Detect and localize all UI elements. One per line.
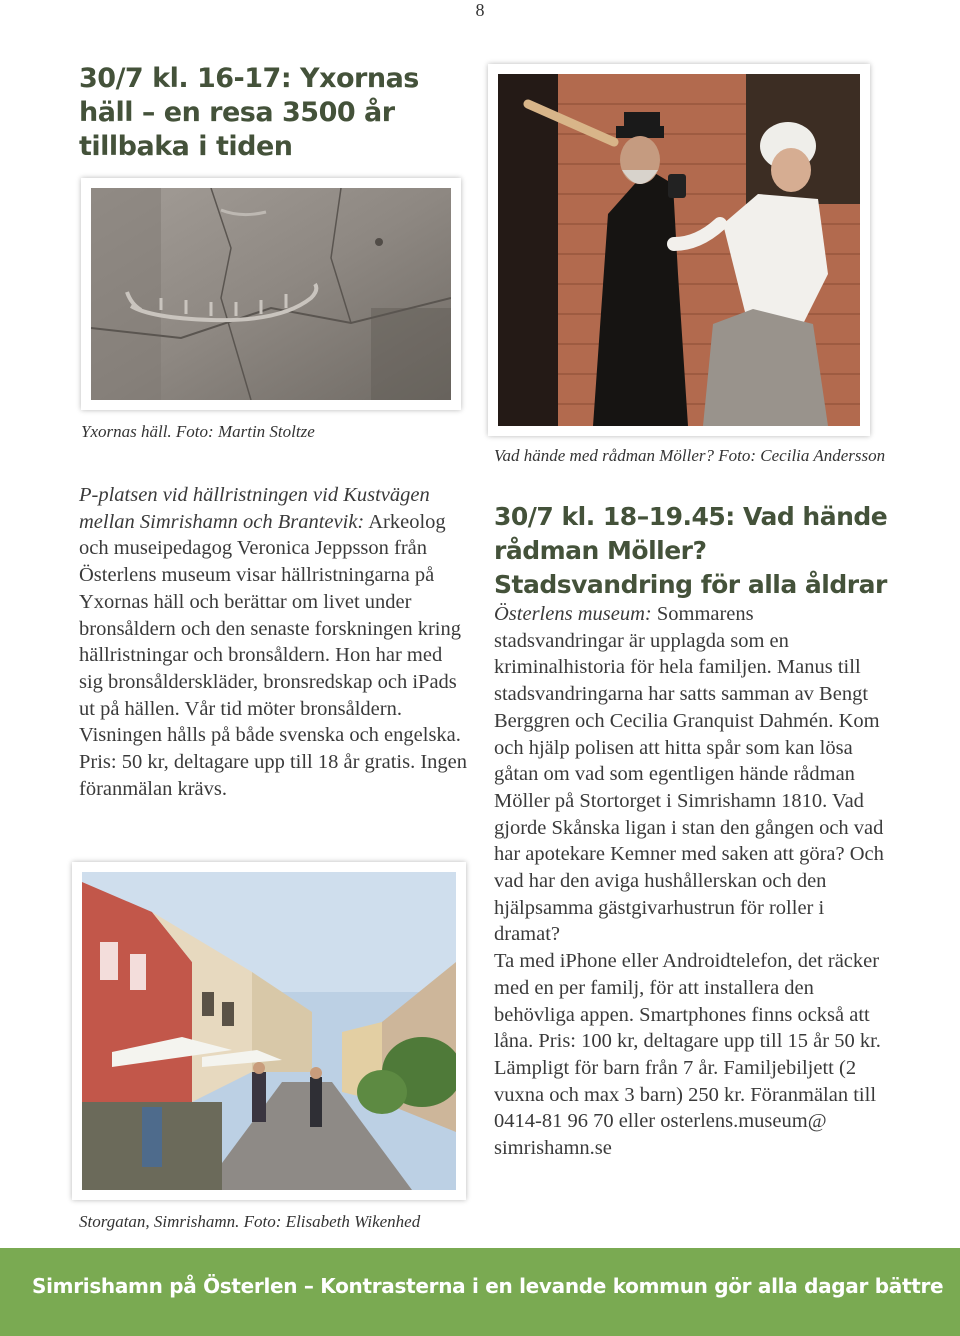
street-photo [72,862,466,1200]
footer-slogan: Simrishamn på Österlen – Kontrasterna i en levande kommun gör alla dagar bättre [32,1274,944,1298]
left-article-body [79,482,469,802]
left-article-heading: 30/7 kl. 16-17: Yxornas häll – en resa 3500 år tillbaka i tiden [79,63,419,162]
right-article-lead: Österlens museum: [494,603,652,625]
left-article-lead: P-platsen vid hällristningen vid Kustvägen mellan Simrishamn och Brantevik: [79,484,430,533]
rock-carving-caption: Yxornas häll. Foto: Martin Stoltze [81,422,315,441]
page-number: 8 [475,0,485,20]
actors-photo [488,64,870,436]
right-article-text-2: Ta med iPhone eller Androidtelefon, det räcker med en per familj, för att installera den behövliga appen. Smartphones finns också att låna. Pris: 100 kr, deltagare upp till 15 år 50 kr. Lämpligt för barn från 7 år. Familjebiljett (2 vuxna och max 3 barn) 250 kr. Föranmälan till 0414-81 96 70 eller osterlens.museum@ simrishamn.se [494,950,881,1160]
left-article-text: Arkeolog och museipedagog Veronica Jeppsson från Österlens museum visar hällristningarna på Yxornas häll och berättar om livet under bronsåldern och den senaste forskningen kring hällristningar och bronsåldern. Hon har med sig bronsålderskläder, bronsredskap och iPads ut på hällen. Vår tid möter bronsåldern. Visningen hålls på både svenska och engelska. Pris: 50 kr, deltagare upp till 18 år gratis. Ingen föranmälan krävs. [79,510,468,800]
rock-carving-photo [81,178,461,410]
footer-banner [0,1248,960,1336]
right-article-heading: 30/7 kl. 18–19.45: Vad hände rådman Möller? Stadsvandring för alla åldrar [494,502,888,599]
right-article-text: Sommarens stadsvandringar är upplagda som en kriminalhistoria för hela familjen. Manus till stadsvandringarna har satts samman av Bengt Berggren och Cecilia Granquist Dahmén. Kom och hjälp polisen att hitta spår som kan lösa gåtan om vad som egentligen hände rådman Möller på Stortorget i Simrishamn 1810. Vad gjorde Skånska ligan i stan den gången och vad har apotekare Kemner med saken att göra? Och vad har den aviga hushållerskan och den hjälpsamma gästgivarhustrun för roller i dramat? [494,603,884,946]
actors-caption: Vad hände med rådman Möller? Foto: Cecilia Andersson [494,446,886,465]
street-caption: Storgatan, Simrishamn. Foto: Elisabeth Wikenhed [79,1212,421,1231]
right-article-body [494,601,886,1162]
